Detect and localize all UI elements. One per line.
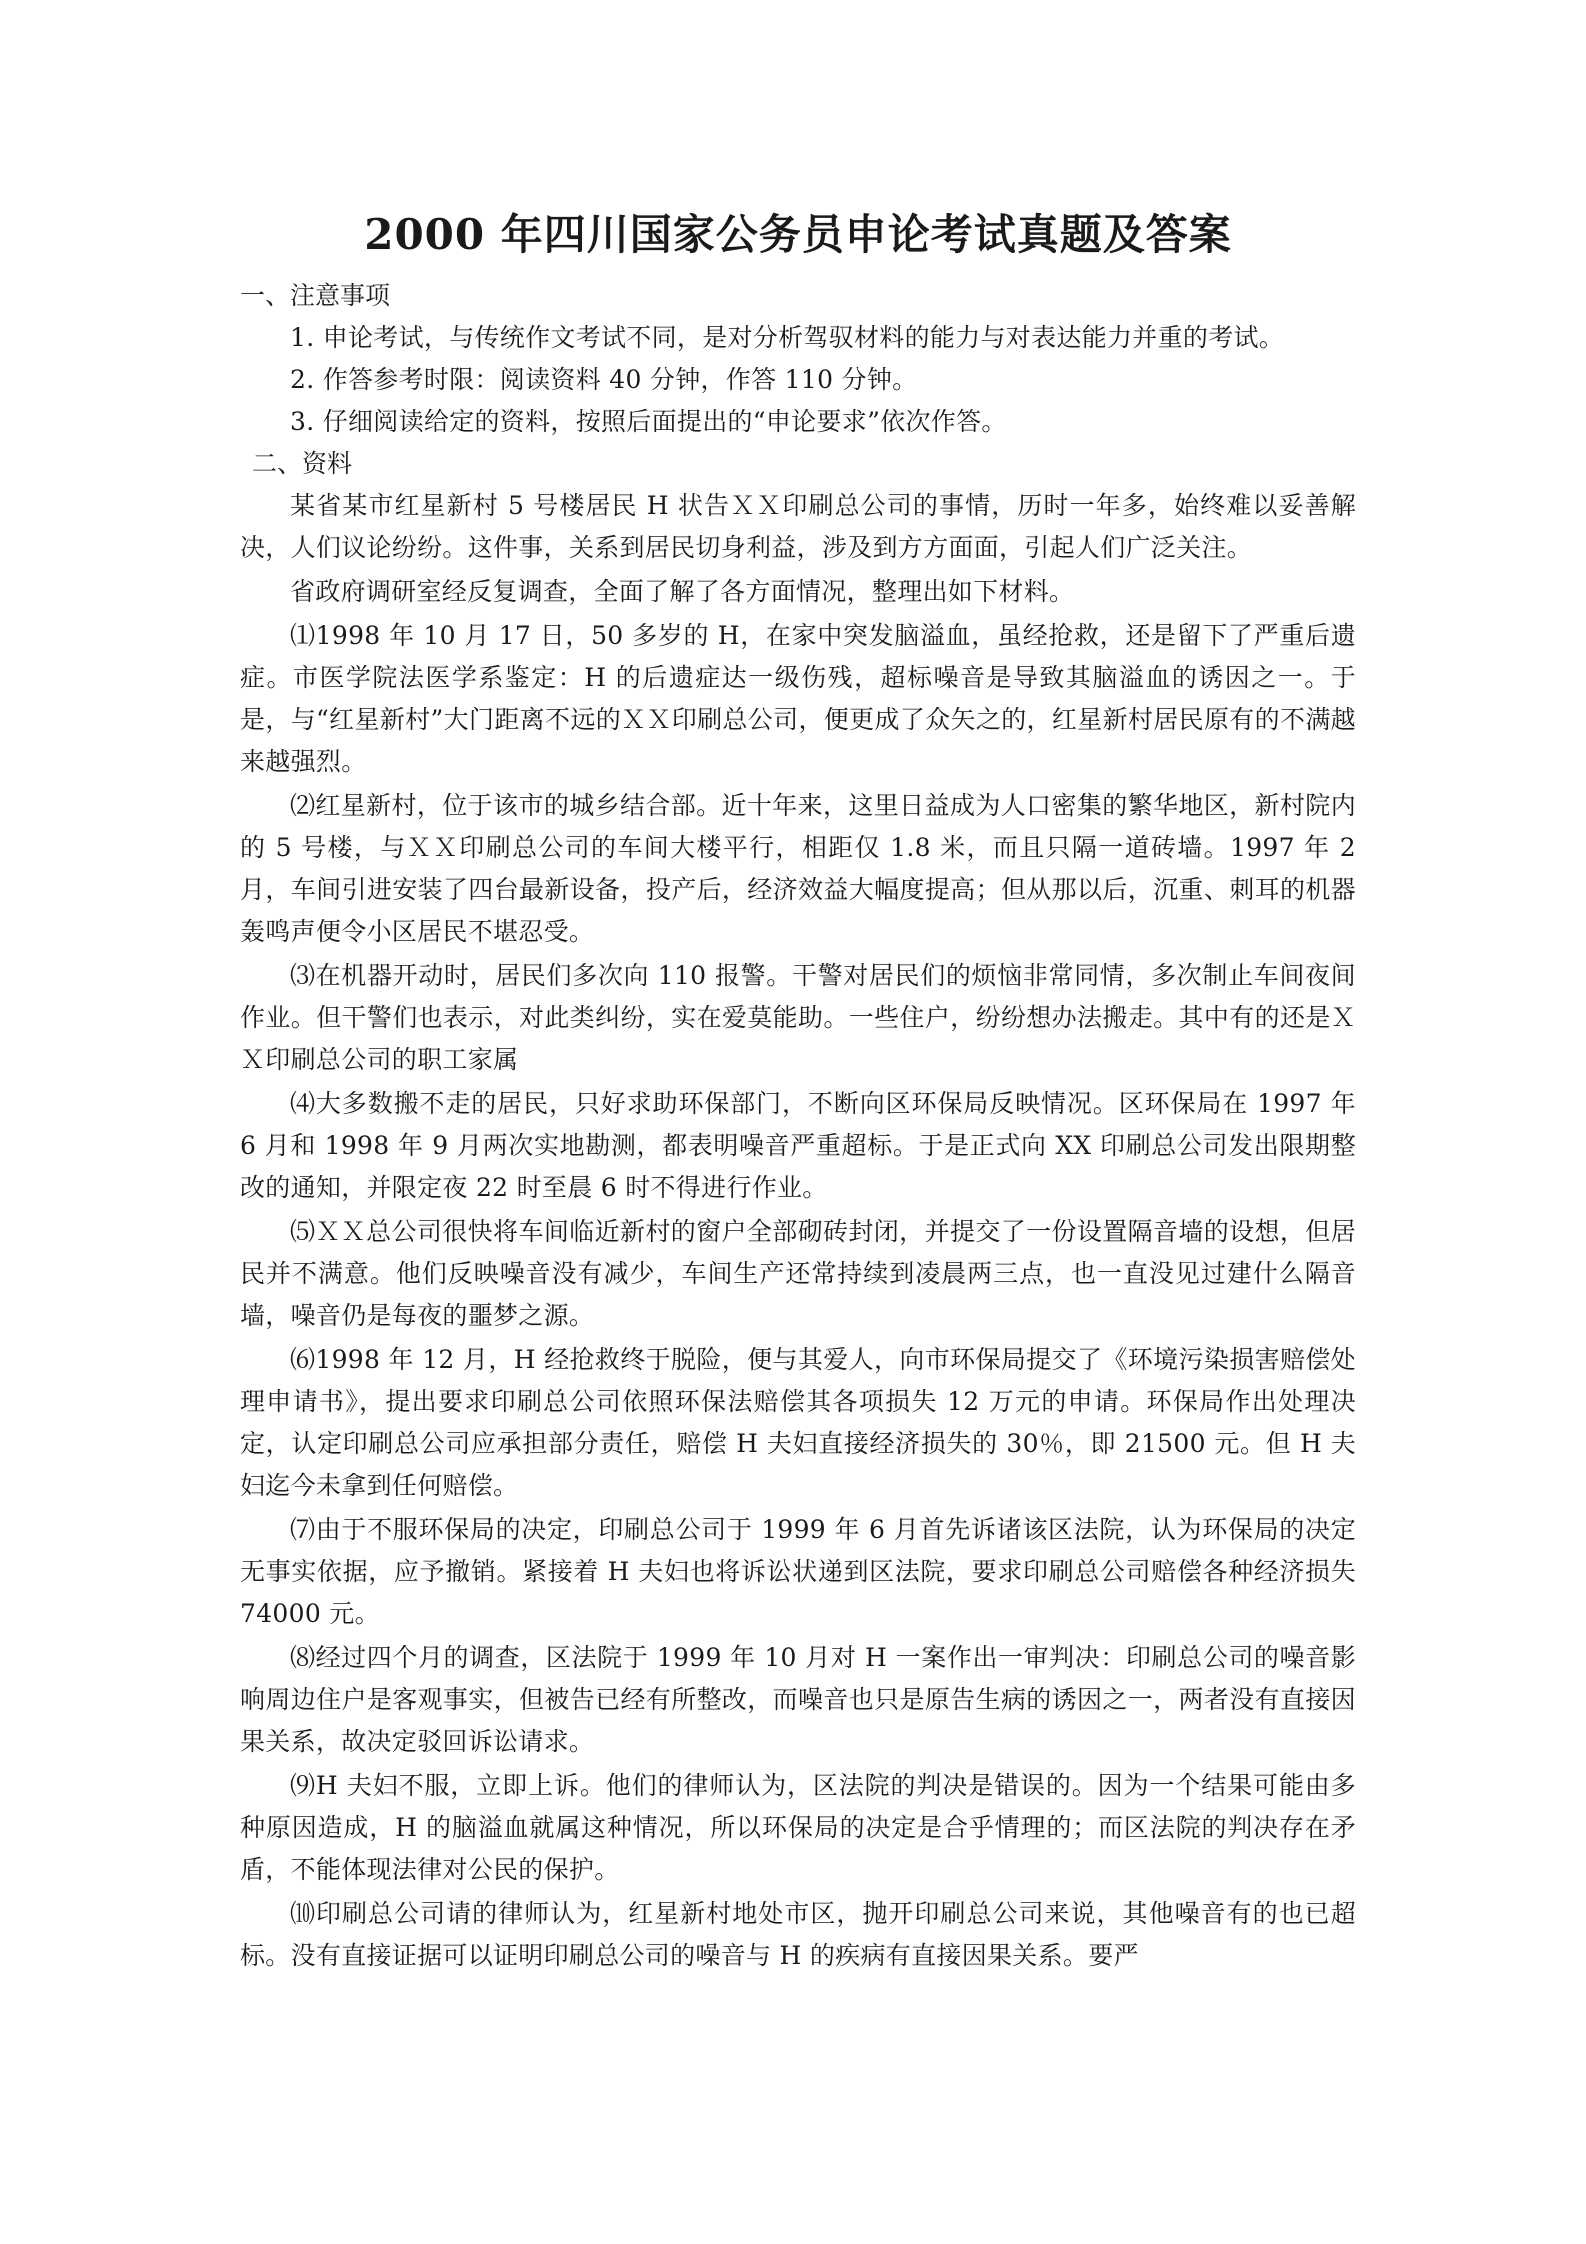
material-paragraph: ⑵红星新村，位于该市的城乡结合部。近十年来，这里日益成为人口密集的繁华地区，新村院内的 5 号楼，与ＸＸ印刷总公司的车间大楼平行，相距仅 1.8 米，而且只隔一道砖墙。1997 年 2 月，车间引进安装了四台最新设备，投产后，经济效益大幅度提高；但从那以后，沉重、刺耳的机器轰鸣声便令小区居民不堪忍受。 (240, 791, 1356, 946)
note-item: 3. 仔细阅读给定的资料，按照后面提出的“申论要求”依次作答。 (290, 407, 1007, 436)
material-paragraph: ⑽印刷总公司请的律师认为，红星新村地处市区，抛开印刷总公司来说，其他噪音有的也已超标。没有直接证据可以证明印刷总公司的噪音与 H 的疾病有直接因果关系。要严 (240, 1899, 1356, 1970)
note-item: 2. 作答参考时限：阅读资料 40 分钟，作答 110 分钟。 (290, 365, 918, 394)
note-item: 1. 申论考试，与传统作文考试不同，是对分析驾驭材料的能力与对表达能力并重的考试。 (290, 323, 1285, 352)
material-paragraph: ⑸ＸＸ总公司很快将车间临近新村的窗户全部砌砖封闭，并提交了一份设置隔音墙的设想，但居民并不满意。他们反映噪音没有减少，车间生产还常持续到凌晨两三点，也一直没见过建什么隔音墙，噪音仍是每夜的噩梦之源。 (240, 1217, 1356, 1330)
document-title: 2000 年四川国家公务员申论考试真题及答案 (364, 210, 1232, 259)
material-paragraph: ⑴1998 年 10 月 17 日，50 多岁的 H，在家中突发脑溢血，虽经抢救，还是留下了严重后遗症。市医学院法医学系鉴定：H 的后遗症达一级伤残，超标噪音是导致其脑溢血的诱因之一。于是，与“红星新村”大门距离不远的ＸＸ印刷总公司，便更成了众矢之的，红星新村居民原有的不满越来越强烈。 (240, 621, 1356, 776)
section-heading-materials: 二、资料 (252, 449, 353, 478)
material-paragraph: ⑼H 夫妇不服，立即上诉。他们的律师认为，区法院的判决是错误的。因为一个结果可能由多种原因造成，H 的脑溢血就属这种情况，所以环保局的决定是合乎情理的；而区法院的判决存在矛盾，不能体现法律对公民的保护。 (240, 1771, 1356, 1884)
document-page (240, 205, 1356, 1977)
material-paragraph: ⑶在机器开动时，居民们多次向 110 报警。干警对居民们的烦恼非常同情，多次制止车间夜间作业。但干警们也表示，对此类纠纷，实在爱莫能助。一些住户，纷纷想办法搬走。其中有的还是ＸＸ印刷总公司的职工家属 (240, 961, 1356, 1074)
material-paragraph: ⑺由于不服环保局的决定，印刷总公司于 1999 年 6 月首先诉诸该区法院，认为环保局的决定无事实依据，应予撤销。紧接着 H 夫妇也将诉讼状递到区法院，要求印刷总公司赔偿各种经济损失 74000 元。 (240, 1515, 1356, 1628)
material-paragraph: ⑷大多数搬不走的居民，只好求助环保部门，不断向区环保局反映情况。区环保局在 1997 年 6 月和 1998 年 9 月两次实地勘测，都表明噪音严重超标。于是正式向 XX 印刷总公司发出限期整改的通知，并限定夜 22 时至晨 6 时不得进行作业。 (240, 1089, 1356, 1202)
material-paragraph: ⑹1998 年 12 月，H 经抢救终于脱险，便与其爱人，向市环保局提交了《环境污染损害赔偿处理申请书》，提出要求印刷总公司依照环保法赔偿其各项损失 12 万元的申请。环保局作出处理决定，认定印刷总公司应承担部分责任，赔偿 H 夫妇直接经济损失的 30％，即 21500 元。但 H 夫妇迄今未拿到任何赔偿。 (240, 1345, 1356, 1500)
intro-paragraph: 某省某市红星新村 5 号楼居民 H 状告ＸＸ印刷总公司的事情，历时一年多，始终难以妥善解决，人们议论纷纷。这件事，关系到居民切身利益，涉及到方方面面，引起人们广泛关注。 (240, 491, 1356, 562)
intro-paragraph: 省政府调研室经反复调查，全面了解了各方面情况，整理出如下材料。 (290, 577, 1075, 606)
material-paragraph: ⑻经过四个月的调查，区法院于 1999 年 10 月对 H 一案作出一审判决：印刷总公司的噪音影响周边住户是客观事实，但被告已经有所整改，而噪音也只是原告生病的诱因之一，两者没有直接因果关系，故决定驳回诉讼请求。 (240, 1643, 1356, 1756)
section-heading-notes: 一、注意事项 (240, 281, 391, 310)
